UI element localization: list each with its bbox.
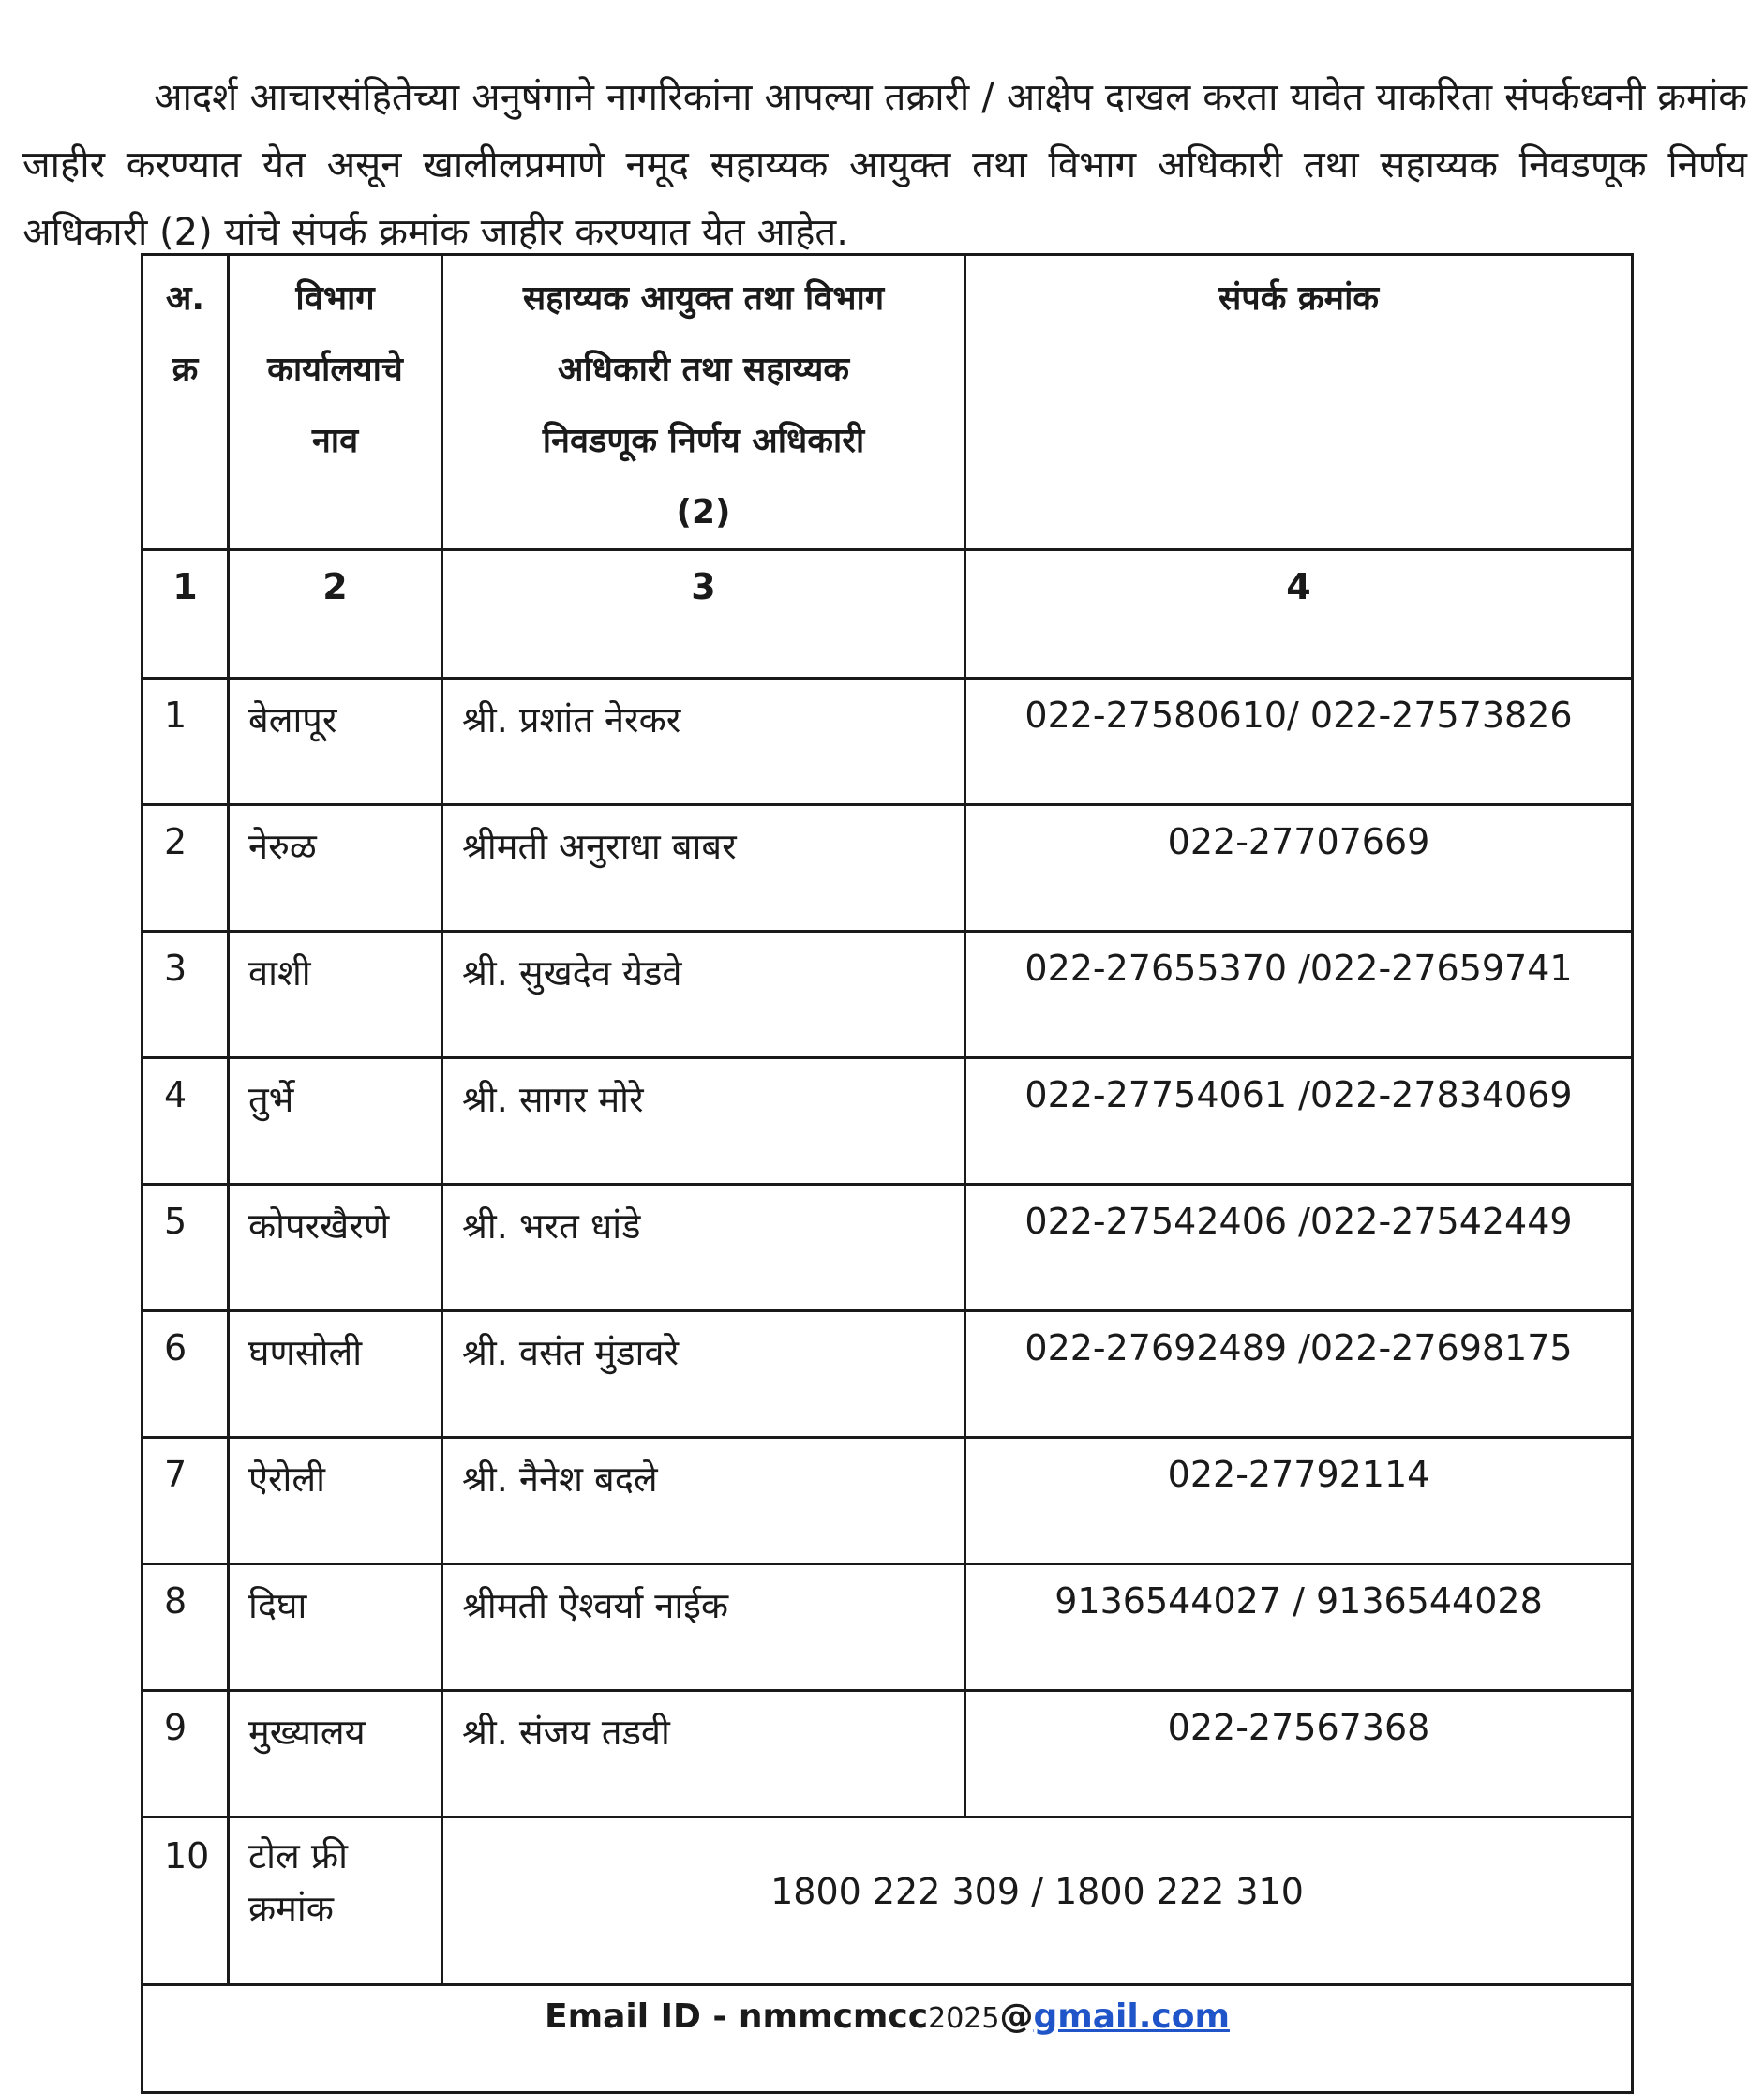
- row-ward: तुर्भे: [229, 1058, 442, 1185]
- email-at-sign: @: [999, 1997, 1034, 2036]
- row-ward: घणसोली: [229, 1311, 442, 1438]
- row-phone: 022-27692489 /022-27698175: [965, 1311, 1633, 1438]
- header-officer: सहाय्यक आयुक्त तथा विभाग अधिकारी तथा सहाय्यक निवडणूक निर्णय अधिकारी (2): [442, 255, 965, 550]
- row-phone: 022-27655370 /022-27659741: [965, 932, 1633, 1058]
- header-serial: अ. क्र: [142, 255, 229, 550]
- column-number: 3: [442, 550, 965, 679]
- column-number-row: [142, 550, 1633, 679]
- row-ward: बेलापूर: [229, 679, 442, 805]
- table-row: [142, 1058, 1633, 1185]
- header-ward-office: विभाग कार्यालयाचे नाव: [229, 255, 442, 550]
- row-serial: 7: [142, 1438, 229, 1564]
- row-officer: श्री. वसंत मुंडावरे: [442, 1311, 965, 1438]
- email-domain-link[interactable]: gmail.com: [1033, 1997, 1230, 2036]
- row-ward: वाशी: [229, 932, 442, 1058]
- row-phone: 022-27792114: [965, 1438, 1633, 1564]
- row-officer: श्रीमती अनुराधा बाबर: [442, 805, 965, 932]
- row-phone: 022-27754061 /022-27834069: [965, 1058, 1633, 1185]
- tollfree-label: टोल फ्री क्रमांक: [229, 1817, 442, 1985]
- row-officer: श्री. प्रशांत नेरकर: [442, 679, 965, 805]
- email-digits: 2025: [928, 2002, 1000, 2035]
- row-ward: कोपरखैरणे: [229, 1185, 442, 1311]
- row-officer: श्रीमती ऐश्वर्या नाईक: [442, 1564, 965, 1691]
- table-row: [142, 1564, 1633, 1691]
- email-cell: [142, 1985, 1633, 2093]
- row-serial: 1: [142, 679, 229, 805]
- header-contact-number: संपर्क क्रमांक: [965, 255, 1633, 550]
- row-serial: 2: [142, 805, 229, 932]
- row-serial: 4: [142, 1058, 229, 1185]
- tollfree-row: [142, 1817, 1633, 1985]
- column-number: 2: [229, 550, 442, 679]
- table-header-row: [142, 255, 1633, 550]
- tollfree-serial: 10: [142, 1817, 229, 1985]
- contact-table: [141, 253, 1634, 2094]
- row-serial: 8: [142, 1564, 229, 1691]
- intro-paragraph: आदर्श आचारसंहितेच्या अनुषंगाने नागरिकांना आपल्या तक्रारी / आक्षेप दाखल करता यावेत याकरिता संपर्कध्वनी क्रमांक जाहीर करण्यात येत असून खालीलप्रमाणे नमूद सहाय्यक आयुक्त तथा विभाग अधिकारी तथा सहाय्यक निवडणूक निर्णय अधिकारी (2) यांचे संपर्क क्रमांक जाहीर करण्यात येत आहेत.: [22, 76, 1747, 254]
- row-phone: 022-27580610/ 022-27573826: [965, 679, 1633, 805]
- row-officer: श्री. सागर मोरे: [442, 1058, 965, 1185]
- row-officer: श्री. सुखदेव येडवे: [442, 932, 965, 1058]
- row-phone: 022-27542406 /022-27542449: [965, 1185, 1633, 1311]
- table-row: [142, 679, 1633, 805]
- table-row: [142, 932, 1633, 1058]
- table-row: [142, 1311, 1633, 1438]
- table-row: [142, 1691, 1633, 1817]
- row-serial: 5: [142, 1185, 229, 1311]
- row-ward: दिघा: [229, 1564, 442, 1691]
- row-phone: 9136544027 / 9136544028: [965, 1564, 1633, 1691]
- email-label: Email ID -: [545, 1997, 739, 2036]
- email-row: [142, 1985, 1633, 2093]
- row-phone: 022-27707669: [965, 805, 1633, 932]
- tollfree-numbers: 1800 222 309 / 1800 222 310: [442, 1817, 1633, 1985]
- email-local-part: nmmcmcc: [738, 1997, 929, 2036]
- row-ward: ऐरोली: [229, 1438, 442, 1564]
- row-serial: 9: [142, 1691, 229, 1817]
- row-officer: श्री. नैनेश बदले: [442, 1438, 965, 1564]
- row-serial: 3: [142, 932, 229, 1058]
- row-serial: 6: [142, 1311, 229, 1438]
- row-ward: नेरुळ: [229, 805, 442, 932]
- column-number: 4: [965, 550, 1633, 679]
- column-number: 1: [142, 550, 229, 679]
- row-phone: 022-27567368: [965, 1691, 1633, 1817]
- table-row: [142, 1438, 1633, 1564]
- row-ward: मुख्यालय: [229, 1691, 442, 1817]
- table-row: [142, 1185, 1633, 1311]
- row-officer: श्री. भरत धांडे: [442, 1185, 965, 1311]
- row-officer: श्री. संजय तडवी: [442, 1691, 965, 1817]
- table-row: [142, 805, 1633, 932]
